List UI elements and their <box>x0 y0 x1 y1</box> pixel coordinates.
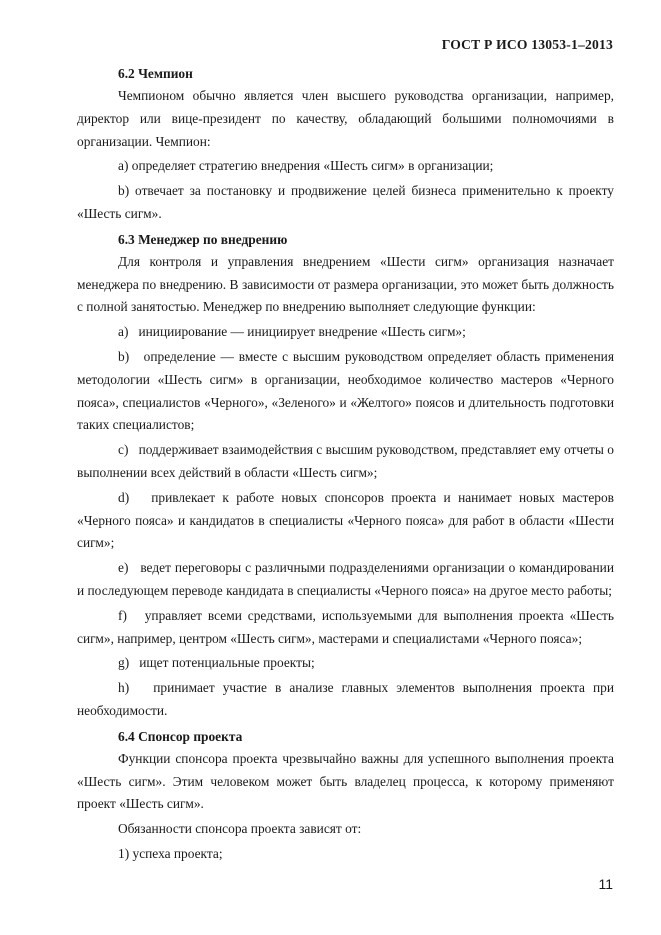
list-item: d) привлекает к работе новых спонсоров проекта и нанимает новых мастеров «Черного пояса» и кандидатов в специалисты «Черного пояса» для работ в области «Шести сигм»; <box>77 489 618 551</box>
list-item: g) ищет потенциальные проекты; <box>118 655 315 671</box>
section-heading-6-2: 6.2 Чемпион <box>118 66 193 81</box>
list-item: h) принимает участие в анализе главных элементов выполнения проекта при необходимости. <box>77 680 618 718</box>
list-item: e) ведет переговоры с различными подразделениями организации о командировании и последующем переводе кандидата в специалисты «Черного пояса» на другое место работы; <box>77 560 618 598</box>
list-item: 1) успеха проекта; <box>118 845 223 861</box>
list-item: f) управляет всеми средствами, используемыми для выполнения проекта «Шесть сигм», например, центром «Шесть сигм», мастерами и специалистами «Черного пояса»; <box>77 607 618 646</box>
list-item: a) определяет стратегию внедрения «Шесть сигм» в организации; <box>118 158 494 174</box>
list-item: a) инициирование — инициирует внедрение «Шесть сигм»; <box>118 324 466 340</box>
list-item: b) отвечает за постановку и продвижение целей бизнеса применительно к проекту «Шесть сигм». <box>77 183 614 221</box>
list-item: b) определение — вместе с высшим руководством определяет область применения методологии «Шесть сигм» в организации, необходимое количество мастеров «Черного пояса», специалистов «Черного», «Зеленого» и «Желтого» поясов и длительность подготовки таких специалистов; <box>77 348 618 433</box>
paragraph: Для контроля и управления внедрением «Шести сигм» организация назначает менеджера по внедрению. В зависимости от размера организации, это может быть должность с полной занятостью. Менеджер по внедрению выполняет следующие функции: <box>77 253 614 315</box>
page-number: 11 <box>598 876 613 892</box>
section-heading-6-3: 6.3 Менеджер по внедрению <box>118 231 288 247</box>
document-body <box>77 62 618 868</box>
section-heading-6-4: 6.4 Спонсор проекта <box>118 728 243 744</box>
paragraph: Обязанности спонсора проекта зависят от: <box>118 821 362 837</box>
paragraph: Функции спонсора проекта чрезвычайно важны для успешного выполнения проекта «Шесть сигм». Этим человеком может быть владелец процесса, к которому применяют проект «Шесть сигм». <box>77 750 614 812</box>
list-item: c) поддерживает взаимодействия с высшим руководством, представляет ему отчеты о выполнении всех действий в области «Шесть сигм»; <box>77 442 618 480</box>
paragraph: Чемпионом обычно является член высшего руководства организации, например, директор или вице-президент по качеству, обладающий большими полномочиями в организации. Чемпион: <box>77 88 614 149</box>
standard-header: ГОСТ Р ИСО 13053-1–2013 <box>441 37 613 52</box>
